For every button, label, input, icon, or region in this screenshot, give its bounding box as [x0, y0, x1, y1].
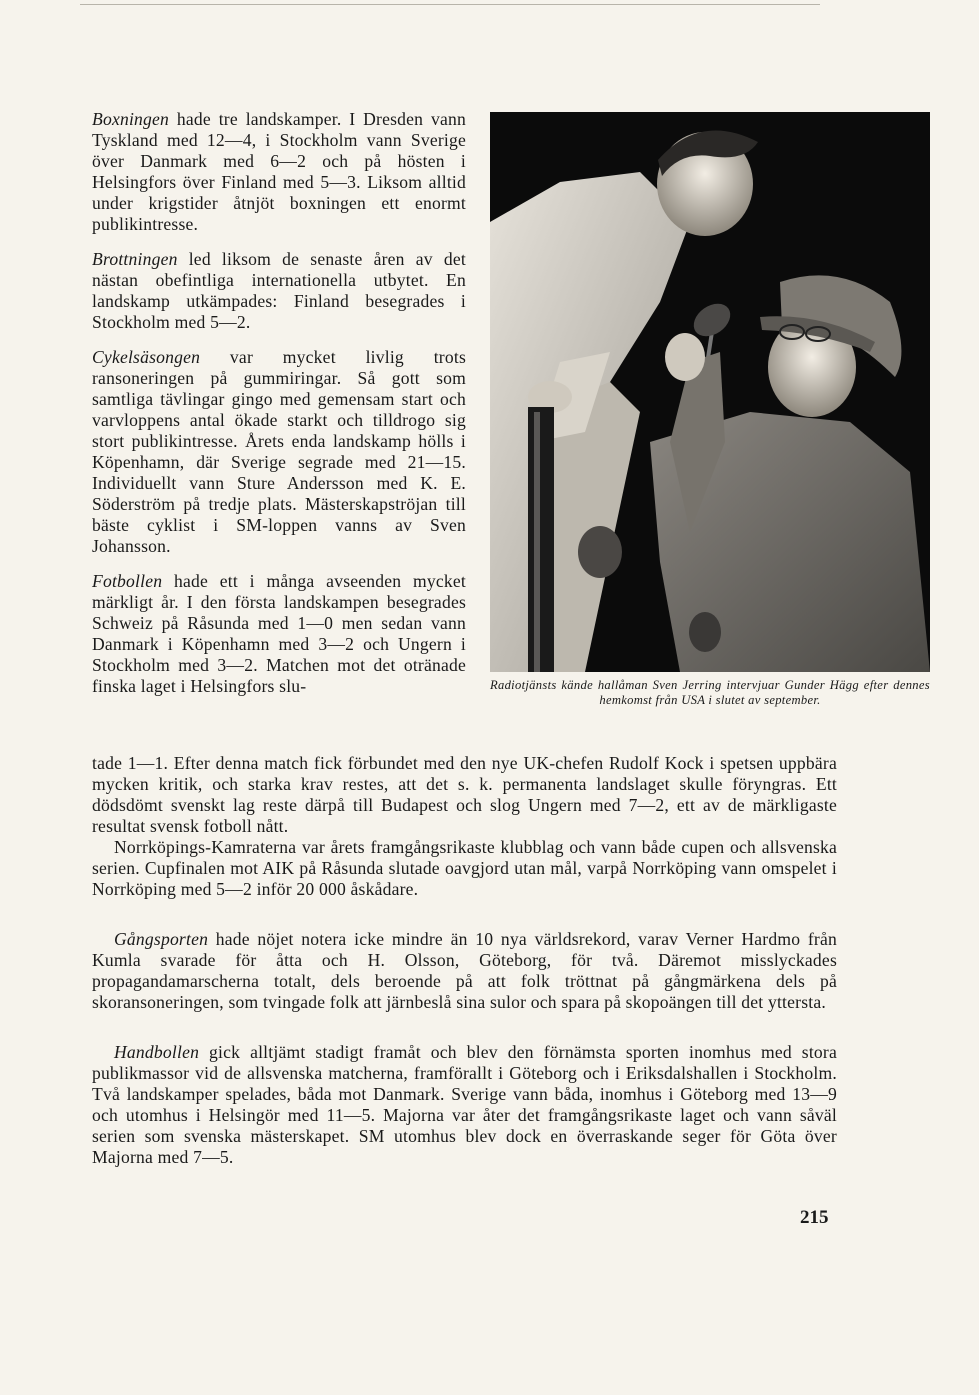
football-paragraph-2: Norrköpings-Kamraterna var årets framgångsrikaste klubblag och vann både cupen och allsvenska serien. Cupfinalen mot AIK på Råsunda slutade oavgjord utan mål, varpå Norrköping vann omspelet i Norrköping med 5—2 inför 20 000 åskådare. — [92, 837, 837, 899]
photo-illustration — [490, 112, 930, 672]
top-rule — [80, 4, 820, 5]
handball-body: gick alltjämt stadigt framåt och blev den förnämsta sporten inomhus med stora publikmassor vid de allsvenska matcherna, framförallt i Göteborg och i Eriksdalshallen i Stockholm. Två landskamper spelades, båda mot Danmark. Sverige vann båda, inomhus i Göteborg med 13—9 och utomhus i Helsingör med 11—5. Majorna var åter det framgångsrikaste laget och vann såväl serien som svenska mästerskapet. SM utomhus blev dock en överraskande seger för Göta över Majorna med 7—5. — [92, 1042, 837, 1167]
handball-section — [92, 1042, 837, 1168]
football-body-column: hade ett i många avseenden mycket märkligt år. I den första landskampen besegrades Schweiz på Råsunda med 1—0 men sedan vann Danmark i Köpenhamn med 3—2 och Ungern i Stockholm med 3—2. Matchen mot det otränade finska laget i Helsingfors slu- — [92, 571, 466, 696]
football-continued — [92, 753, 837, 900]
football-heading: Fotbollen — [92, 571, 163, 591]
cycling-paragraph — [92, 347, 466, 557]
page-number: 215 — [800, 1207, 829, 1228]
boxing-paragraph — [92, 109, 466, 235]
wrestling-heading: Brottningen — [92, 249, 178, 269]
walking-body: hade nöjet notera icke mindre än 10 nya världsrekord, varav Verner Hardmo från Kumla svarade för åtta och H. Olsson, Göteborg, för två. Däremot misslyckades propagandamarscherna totalt, dels beroende på att folk tröttnat på gångmärkena dels på skoransoneringen, som tvingade folk att järnbeslå sina sulor och spara på skopoängen till det yttersta. — [92, 929, 837, 1012]
left-column — [92, 109, 466, 697]
cycling-body: var mycket livlig trots ransoneringen på gummiringar. Så gott som samtliga tävlingar gingo med gemensam start och varvloppens antal ökade starkt och tilldrogo sig stort publikintresse. Årets enda landskamp hölls i Köpenhamn, där Sverige segrade med 21—15. Individuellt vann Sture Andersson med K. E. Söderström på tredje plats. Mästerskapströjan till bäste cyklist i SM-loppen vanns av Sven Johansson. — [92, 347, 466, 556]
walking-heading: Gångsporten — [114, 929, 209, 949]
walking-paragraph — [92, 929, 837, 1013]
football-body-full: tade 1—1. Efter denna match fick förbundet med den nye UK-chefen Rudolf Kock i spetsen uppbära mycken kritik, och starka krav restes, att det s. k. permanenta landslaget skulle föryngras. Ett dödsdömt svenskt lag reste därpå till Budapest och slog Ungern med 7—2, ett av de märkligaste resultat svensk fotboll nått. — [92, 753, 837, 836]
handball-heading: Handbollen — [114, 1042, 200, 1062]
walking-section — [92, 929, 837, 1013]
wrestling-body: led liksom de senaste åren av det nästan obefintliga internationella utbytet. En landskamp utkämpades: Finland besegrades i Stockholm med 5—2. — [92, 249, 466, 332]
cycling-heading: Cykelsäsongen — [92, 347, 201, 367]
football-paragraph — [92, 571, 466, 697]
photo-caption: Radiotjänsts kände hallåman Sven Jerring intervjuar Gunder Hägg efter dennes hemkomst från USA i slutet av september. — [490, 678, 930, 707]
boxing-heading: Boxningen — [92, 109, 170, 129]
wrestling-paragraph — [92, 249, 466, 333]
handball-paragraph — [92, 1042, 837, 1168]
boxing-body: hade tre landskamper. I Dresden vann Tyskland med 12—4, i Stockholm vann Sverige över Danmark med 6—2 och på hösten i Helsingfors över Finland med 5—3. Liksom alltid under krigstider åtnjöt boxningen ett enormt publikintresse. — [92, 109, 466, 234]
photo-radio-interview — [490, 112, 930, 672]
